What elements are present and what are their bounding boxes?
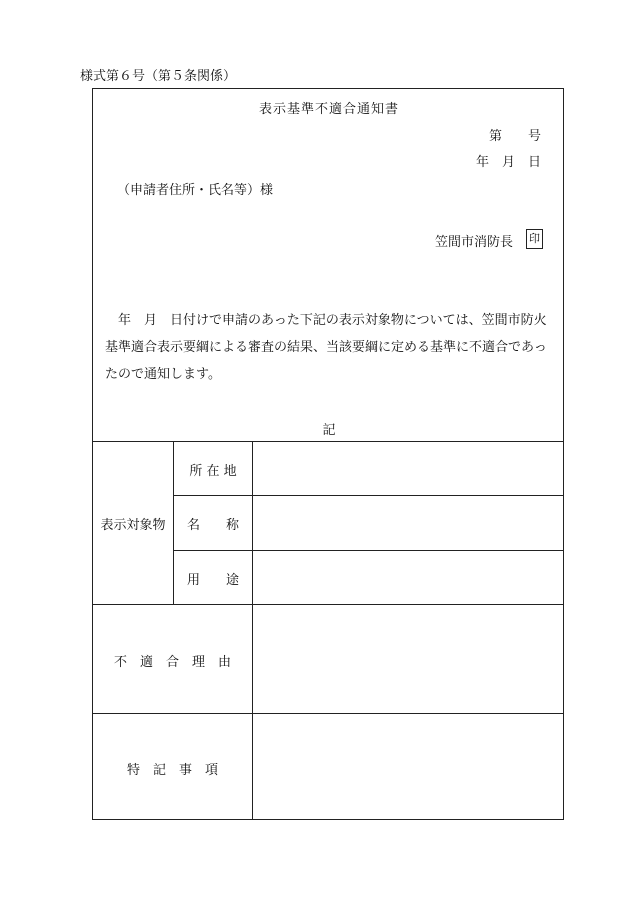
usage-value-cell[interactable]: [253, 551, 563, 604]
special-notes-label: 特 記 事 項: [126, 763, 218, 778]
ki-heading: 記: [322, 423, 336, 438]
special-notes-cell[interactable]: [253, 714, 563, 819]
notice-body-text: 年 月 日付けで申請のあった下記の表示対象物については、笠間市防火基準適合表示要綱による審査の結果、当該要綱に定める基準に不適合であったので通知します。: [105, 313, 547, 382]
seal-mark: 印: [526, 229, 543, 249]
addressee: （申請者住所・氏名等）様: [117, 183, 274, 198]
nonconformity-reason-label: 不 適 合 理 由: [113, 655, 231, 670]
name-value-cell[interactable]: [253, 496, 563, 550]
issuer-name: 笠間市消防長: [434, 235, 513, 250]
target-group-label: 表示対象物: [100, 518, 166, 533]
form-number-label: 様式第６号（第５条関係）: [80, 69, 237, 84]
nonconformity-reason-cell[interactable]: [253, 605, 563, 713]
location-value-cell[interactable]: [253, 442, 563, 495]
row-label-location: 所 在 地: [189, 464, 237, 479]
row-label-name: 名 称: [186, 518, 239, 533]
row-label-usage: 用 途: [186, 573, 239, 588]
notice-frame: [92, 88, 564, 820]
document-number: 第 号: [488, 129, 541, 144]
document-title: 表示基準不適合通知書: [258, 102, 399, 117]
issue-date: 年 月 日: [475, 155, 541, 170]
